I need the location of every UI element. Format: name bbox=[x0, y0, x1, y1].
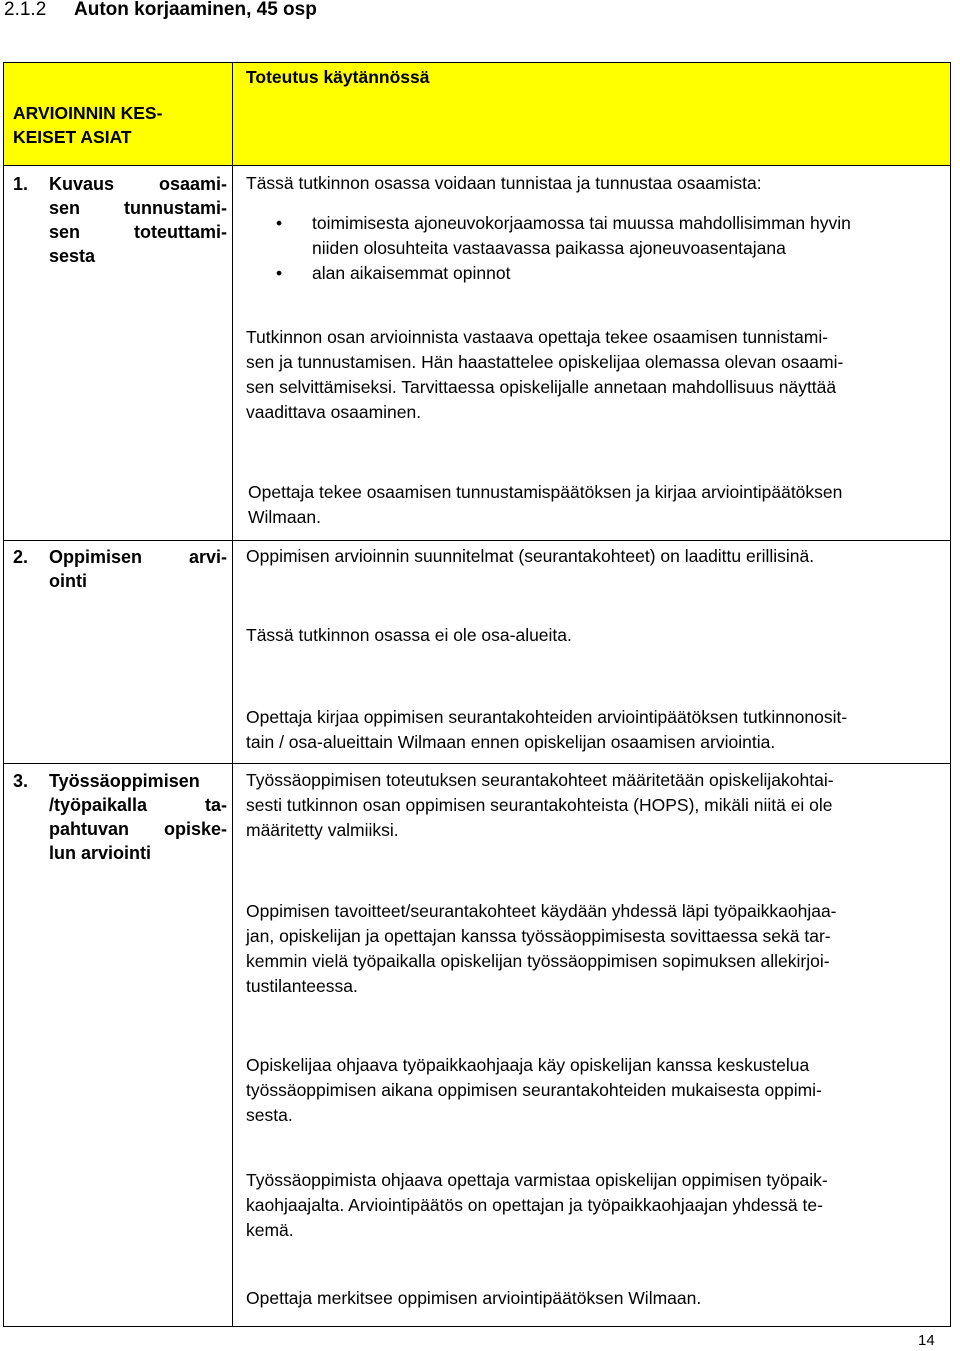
table-header-left: ARVIOINNIN KES- KEISET ASIAT bbox=[13, 103, 163, 147]
row-label-2: 2. Oppimisen arvi- ointi bbox=[13, 547, 227, 591]
paragraph: Tutkinnon osan arvioinnista vastaava opettaja tekee osaamisen tunnistami- sen ja tunnustamisen. Hän haastattelee opiskelijaa olemassa olevan osaami- sen selvittämiseksi. Tarvittaessa opiskelijalle annetaan mahdollisuus näyttää vaadittava osaaminen. bbox=[246, 327, 844, 422]
paragraph: Oppimisen arvioinnin suunnitelmat (seurantakohteet) on laadittu erillisinä. bbox=[246, 546, 815, 566]
row-label-1: 1. Kuvaus osaami- sen tunnustami- sen toteuttami- sesta bbox=[13, 174, 227, 266]
table-header-right: Toteutus käytännössä bbox=[246, 67, 430, 87]
row-number: 2. bbox=[13, 547, 29, 567]
bullet-list bbox=[276, 211, 946, 286]
list-item: • alan aikaisemmat opinnot bbox=[276, 261, 946, 286]
paragraph: Opettaja kirjaa oppimisen seurantakohteiden arviointipäätöksen tutkinnonosit- tain / osa-alueittain Wilmaan ennen opiskelijan osaamisen arviointia. bbox=[246, 707, 848, 752]
paragraph: Työssäoppimista ohjaava opettaja varmistaa opiskelijan oppimisen työpaik- kaohjaajalta. Arviointipäätös on opettajan ja työpaikkaohjaajan yhdessä te- kemä. bbox=[246, 1170, 828, 1240]
row-number: 3. bbox=[13, 771, 29, 791]
paragraph: Tässä tutkinnon osassa ei ole osa-alueita. bbox=[246, 625, 572, 645]
paragraph: Opiskelijaa ohjaava työpaikkaohjaaja käy opiskelijan kanssa keskustelua työssäoppimisen aikana oppimisen seurantakohteiden mukaisesta oppimi- sesta. bbox=[246, 1055, 822, 1125]
row-divider-2 bbox=[4, 763, 950, 764]
row-label-3: 3. Työssäoppimisen /työpaikalla ta- pahtuvan opiske- lun arviointi bbox=[13, 771, 227, 863]
section-number: 2.1.2 bbox=[4, 0, 47, 20]
intro-text: Tässä tutkinnon osassa voidaan tunnistaa ja tunnustaa osaamista: bbox=[246, 173, 762, 193]
column-divider bbox=[232, 62, 233, 1327]
row-divider-1 bbox=[4, 540, 950, 541]
paragraph: Opettaja merkitsee oppimisen arviointipäätöksen Wilmaan. bbox=[246, 1288, 702, 1308]
section-title: Auton korjaaminen, 45 osp bbox=[74, 0, 317, 20]
paragraph: Työssäoppimisen toteutuksen seurantakohteet määritetään opiskelijakohtai- sesti tutkinnon osan oppimisen seurantakohteista (HOPS), mikäli niitä ei ole määritetty valmiiksi. bbox=[246, 770, 834, 840]
section-heading bbox=[4, 0, 317, 21]
page-number: 14 bbox=[918, 1332, 935, 1349]
paragraph: Opettaja tekee osaamisen tunnustamispäätöksen ja kirjaa arviointipäätöksen Wilmaan. bbox=[248, 482, 843, 527]
list-item: • toimimisesta ajoneuvokorjaamossa tai muussa mahdollisimman hyvin niiden olosuhteita vastaavassa paikassa ajoneuvoasentajana bbox=[276, 211, 946, 261]
row-number: 1. bbox=[13, 174, 29, 194]
paragraph: Oppimisen tavoitteet/seurantakohteet käydään yhdessä läpi työpaikkaohjaa- jan, opiskelijan ja opettajan kanssa työssäoppimisesta sovittaessa sekä tar- kemmin vielä työpaikalla opiskelijan työssäoppimisen sopimuksen allekirjoi- tustilanteessa. bbox=[246, 901, 837, 996]
header-row-divider bbox=[4, 165, 950, 166]
